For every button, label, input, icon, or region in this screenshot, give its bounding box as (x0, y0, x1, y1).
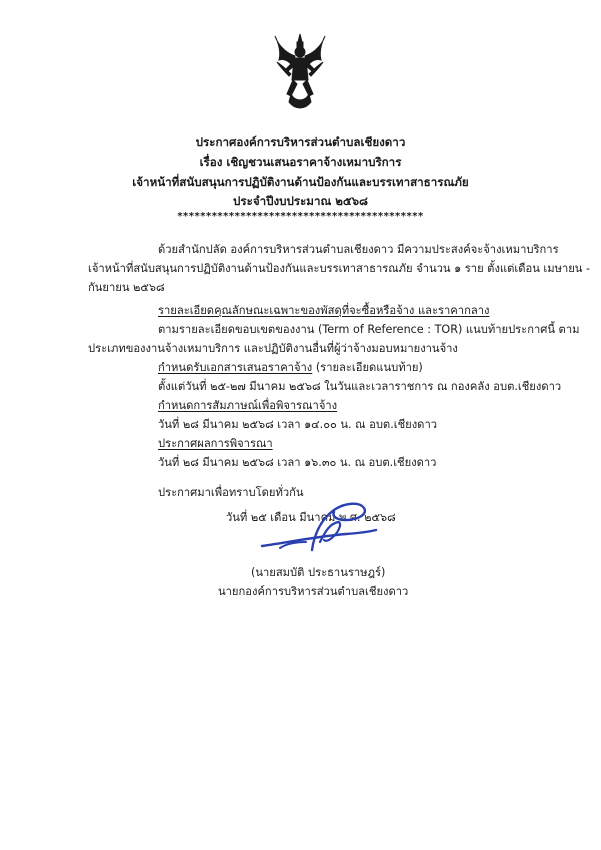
spec-line-2: ประเภทของงานจ้างเหมาบริการ และปฏิบัติงานอื่นที่ผู้ว่าจ้างมอบหมายงานจ้าง (88, 342, 458, 355)
header-line-fiscal-year: ประจำปีงบประมาณ ๒๕๖๘ (233, 194, 368, 208)
handwritten-signature-icon (250, 480, 390, 560)
header-line-subject: เรื่อง เชิญชวนเสนอราคาจ้างเหมาบริการ (199, 155, 402, 169)
submission-heading: กำหนดรับเอกสารเสนอราคาจ้าง (158, 361, 313, 374)
intro-line-2: เจ้าหน้าที่สนับสนุนการปฏิบัติงานด้านป้องกันและบรรเทาสาธารณภัย จำนวน ๑ ราย ตั้งแต่เดือน เมษายน - (88, 262, 591, 275)
date-line: วันที่ ๒๕ เดือน มีนาคม พ.ศ. ๒๕๖๘ (226, 511, 396, 524)
signer-position: นายกองค์การบริหารส่วนตำบลเชียงดาว (218, 585, 409, 598)
header-stars-divider: ******************************************* (177, 211, 424, 222)
header-line-organization: ประกาศองค์การบริหารส่วนตำบลเชียงดาว (195, 135, 406, 149)
interview-heading: กำหนดการสัมภาษณ์เพื่อพิจารณาจ้าง (158, 399, 338, 412)
signer-name: (นายสมบัติ ประธานราษฎร์) (251, 566, 386, 579)
garuda-emblem-icon (273, 32, 327, 112)
header-line-position: เจ้าหน้าที่สนับสนุนการปฏิบัติงานด้านป้องกันและบรรเทาสาธารณภัย (132, 175, 469, 189)
spec-line-1: ตามรายละเอียดขอบเขตของงาน (Term of Reference : TOR) แนบท้ายประกาศนี้ ตาม (158, 323, 580, 336)
spec-heading: รายละเอียดคุณลักษณะเฉพาะของพัสดุที่จะซื้อหรือจ้าง และราคากลาง (158, 304, 490, 317)
intro-line-1: ด้วยสำนักปลัด องค์การบริหารส่วนตำบลเชียงดาว มีความประสงค์จะจ้างเหมาบริการ (158, 243, 559, 256)
result-line-1: วันที่ ๒๘ มีนาคม ๒๕๖๘ เวลา ๑๖.๓๐ น. ณ อบต.เชียงดาว (158, 456, 437, 469)
submission-line-1: ตั้งแต่วันที่ ๒๕-๒๗ มีนาคม ๒๕๖๘ ในวันและเวลาราชการ ณ กองคลัง อบต.เชียงดาว (158, 380, 562, 393)
intro-line-3: กันยายน ๒๕๖๘ (88, 281, 165, 294)
interview-line-1: วันที่ ๒๘ มีนาคม ๒๕๖๘ เวลา ๑๔.๐๐ น. ณ อบต.เชียงดาว (158, 418, 438, 431)
submission-heading-row (158, 358, 423, 376)
result-heading: ประกาศผลการพิจารณา (158, 437, 273, 450)
closing-line: ประกาศมาเพื่อทราบโดยทั่วกัน (158, 486, 304, 499)
submission-heading-note: (รายละเอียดแนบท้าย) (312, 361, 423, 374)
